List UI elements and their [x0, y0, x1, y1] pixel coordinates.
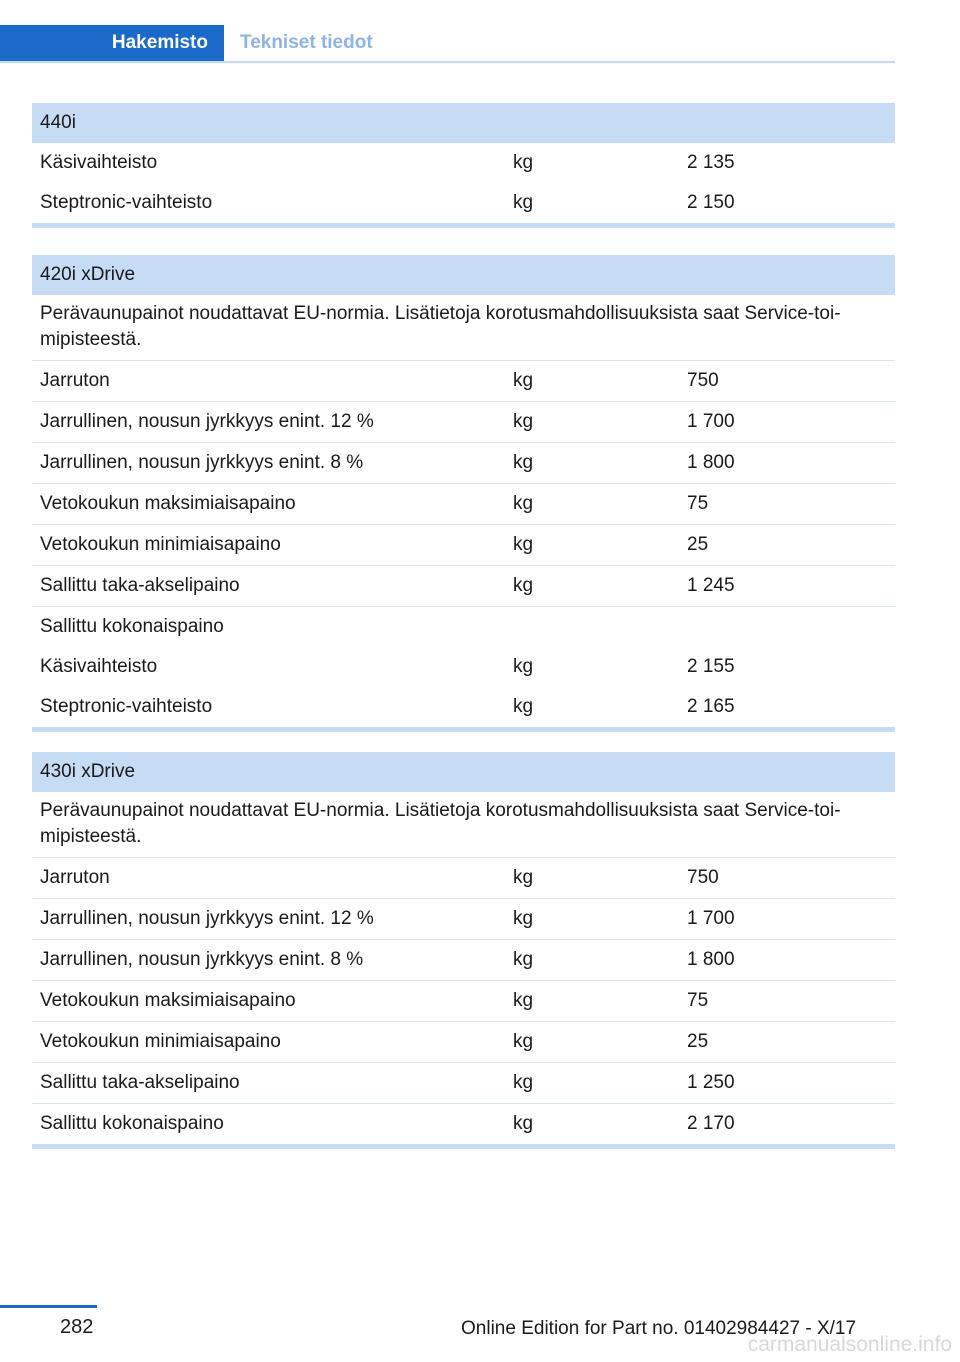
row-unit: kg	[513, 1113, 534, 1134]
row-label: Vetokoukun maksimiaisapaino	[40, 493, 296, 514]
row-value: 1 700	[687, 908, 735, 929]
table-row	[32, 940, 895, 981]
row-label: Vetokoukun minimiaisapaino	[40, 1031, 281, 1052]
table-title: 440i	[32, 103, 895, 143]
table-row	[32, 361, 895, 402]
tab-hakemisto[interactable]: Hakemisto	[0, 25, 224, 61]
row-unit: kg	[513, 990, 534, 1011]
row-label: Sallittu kokonaispaino	[40, 1113, 224, 1134]
row-label: Sallittu kokonaispaino	[40, 616, 224, 637]
row-label: Vetokoukun minimiaisapaino	[40, 534, 281, 555]
row-unit: kg	[513, 867, 534, 888]
table-row	[32, 899, 895, 940]
row-label: Jarrullinen, nousun jyrkkyys enint. 8 %	[40, 452, 364, 473]
table-row	[32, 1063, 895, 1104]
row-label: Jarrullinen, nousun jyrkkyys enint. 12 %	[40, 908, 374, 929]
row-value: 1 245	[687, 575, 735, 596]
row-label: Käsivaihteisto	[40, 152, 158, 173]
row-unit: kg	[513, 1031, 534, 1052]
table-row	[32, 484, 895, 525]
row-unit: kg	[513, 534, 534, 555]
table-end-bar	[32, 727, 895, 732]
table-row	[32, 143, 895, 183]
table-440i	[32, 103, 895, 228]
footer-accent-line	[0, 1305, 97, 1308]
row-value: 25	[687, 1031, 709, 1052]
table-title: 430i xDrive	[32, 752, 895, 792]
row-value: 25	[687, 534, 709, 555]
row-unit: kg	[513, 493, 534, 514]
tab-tekniset-tiedot[interactable]: Tekniset tiedot	[240, 32, 373, 53]
table-row	[32, 607, 895, 647]
watermark: carmanualsonline.info	[747, 1333, 952, 1356]
row-label: Steptronic-vaihteisto	[40, 696, 213, 717]
row-label: Vetokoukun maksimiaisapaino	[40, 990, 296, 1011]
table-row	[32, 402, 895, 443]
row-unit: kg	[513, 192, 534, 213]
table-row	[32, 981, 895, 1022]
row-value: 750	[687, 370, 719, 391]
table-row	[32, 687, 895, 727]
row-label: Jarruton	[40, 370, 110, 391]
row-unit: kg	[513, 1072, 534, 1093]
row-value: 1 800	[687, 949, 735, 970]
table-title: 420i xDrive	[32, 255, 895, 295]
row-label: Steptronic-vaihteisto	[40, 192, 213, 213]
edition-text: Online Edition for Part no. 01402984427 - X/17	[461, 1318, 857, 1339]
row-value: 2 135	[687, 152, 735, 173]
tab-bar	[0, 25, 895, 63]
row-value: 750	[687, 867, 719, 888]
table-420i-xdrive	[32, 255, 895, 732]
table-end-bar	[32, 1144, 895, 1149]
row-value: 75	[687, 493, 709, 514]
row-value: 1 700	[687, 411, 735, 432]
row-label: Käsivaihteisto	[40, 656, 158, 677]
table-note: Perävaunupainot noudattavat EU-normia. Lisätietoja korotusmahdollisuuksista saat Service-toi-mipisteestä.	[32, 295, 895, 361]
table-row	[32, 1104, 895, 1144]
table-row	[32, 183, 895, 223]
table-note: Perävaunupainot noudattavat EU-normia. Lisätietoja korotusmahdollisuuksista saat Service-toi-mipisteestä.	[32, 792, 895, 858]
row-unit: kg	[513, 452, 534, 473]
row-value: 1 250	[687, 1072, 735, 1093]
row-unit: kg	[513, 656, 534, 677]
row-value: 2 155	[687, 656, 735, 677]
row-unit: kg	[513, 411, 534, 432]
row-label: Sallittu taka-akselipaino	[40, 575, 240, 596]
row-unit: kg	[513, 908, 534, 929]
row-label: Jarrullinen, nousun jyrkkyys enint. 12 %	[40, 411, 374, 432]
row-unit: kg	[513, 696, 534, 717]
row-value: 2 150	[687, 192, 735, 213]
row-value: 2 165	[687, 696, 735, 717]
row-value: 1 800	[687, 452, 735, 473]
table-row	[32, 647, 895, 687]
row-unit: kg	[513, 575, 534, 596]
row-unit: kg	[513, 152, 534, 173]
row-label: Jarrullinen, nousun jyrkkyys enint. 8 %	[40, 949, 364, 970]
row-value: 2 170	[687, 1113, 735, 1134]
table-row	[32, 1022, 895, 1063]
row-label: Jarruton	[40, 867, 110, 888]
row-label: Sallittu taka-akselipaino	[40, 1072, 240, 1093]
row-unit: kg	[513, 370, 534, 391]
table-row	[32, 858, 895, 899]
table-row	[32, 443, 895, 484]
table-row	[32, 525, 895, 566]
row-unit: kg	[513, 949, 534, 970]
row-value: 75	[687, 990, 709, 1011]
table-end-bar	[32, 223, 895, 228]
table-430i-xdrive	[32, 752, 895, 1149]
page-number: 282	[60, 1316, 94, 1338]
table-row	[32, 566, 895, 607]
